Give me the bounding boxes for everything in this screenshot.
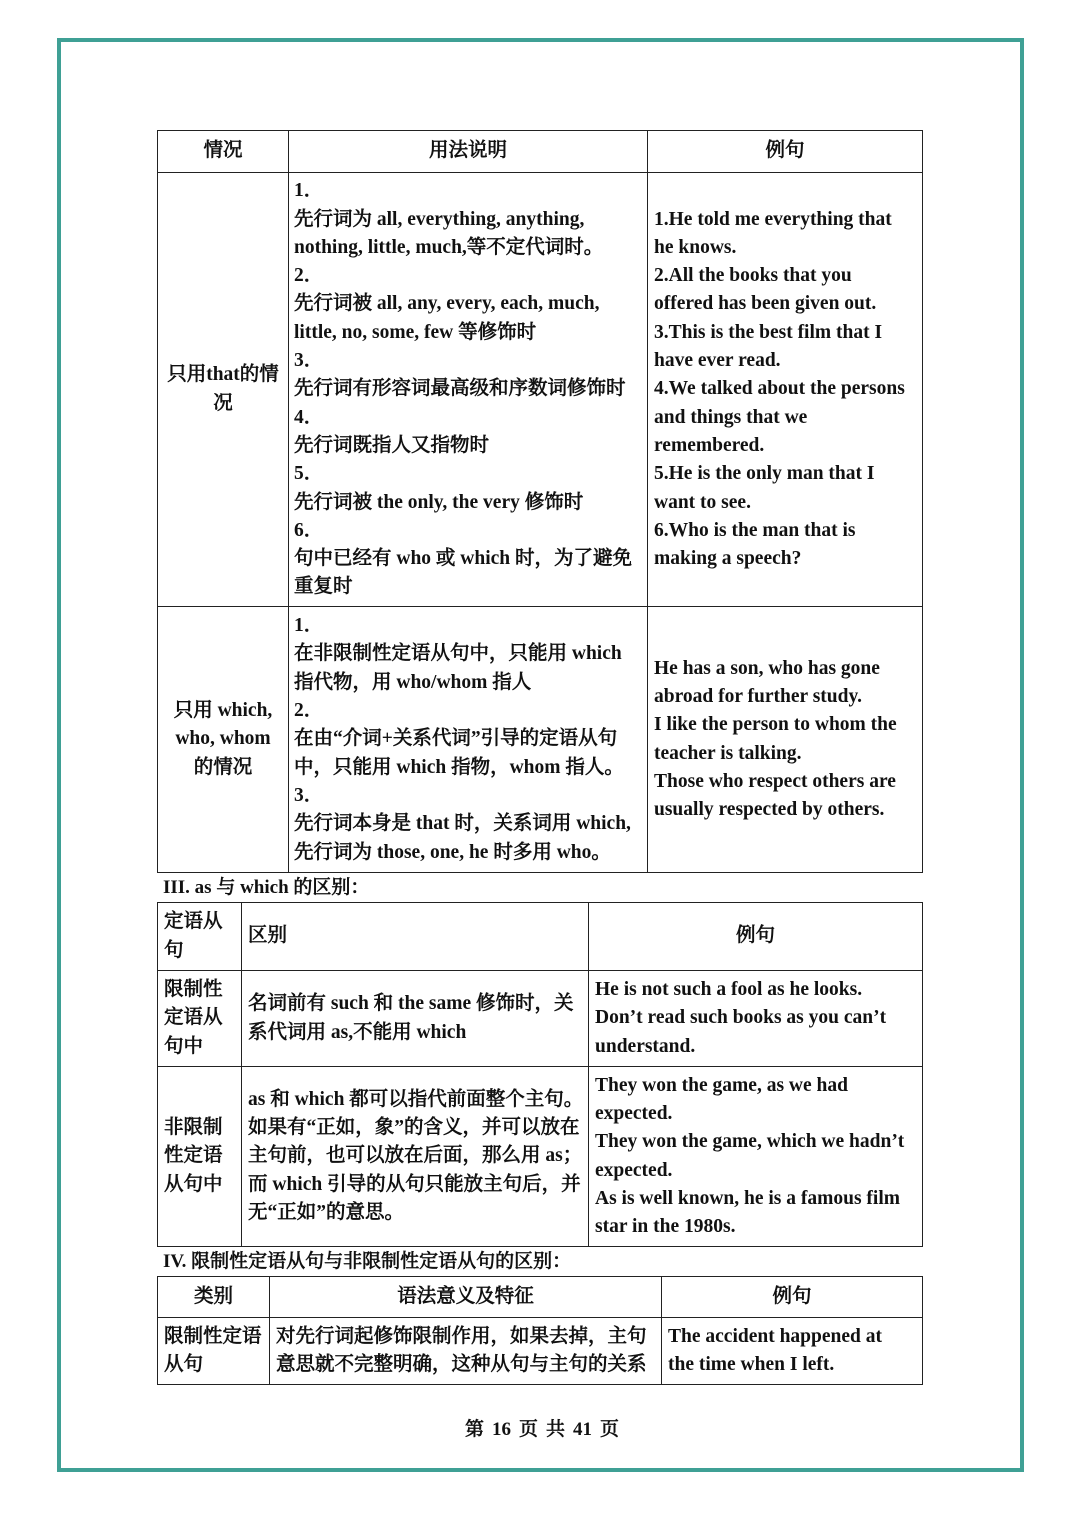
- usage-cell: [289, 607, 648, 873]
- meaning-line: 意思就不完整明确，这种从句与主句的关系: [276, 1354, 647, 1375]
- usage-line: 先行词为 those, one, he 时多用 who。: [294, 841, 611, 863]
- usage-line: 重复时: [294, 576, 353, 598]
- example-line: He has a son, who has gone: [654, 657, 880, 679]
- usage-line: 先行词被 the only, the very 修饰时: [294, 491, 584, 513]
- difference-line: 主句前，也可以放在后面，那么用 as；: [248, 1145, 583, 1167]
- example-line: 5.He is the only man that I: [654, 463, 875, 485]
- example-line: usually respected by others.: [654, 799, 885, 821]
- header-clause-line: 句: [164, 939, 184, 961]
- example-line: the time when I left.: [668, 1354, 835, 1375]
- header-meaning: 语法意义及特征: [270, 1277, 662, 1318]
- difference-line: 如果有“正如，象”的含义，并可以放在: [248, 1117, 580, 1139]
- usage-cell: [289, 173, 648, 607]
- table-row: [158, 1067, 923, 1247]
- clause-comparison-table: [157, 1276, 923, 1385]
- difference-cell: [242, 971, 589, 1067]
- usage-line: 1．: [294, 180, 324, 202]
- header-clause: [158, 903, 242, 971]
- section-heading-iii: III. as 与 which 的区别：: [163, 877, 370, 898]
- header-difference: 区别: [242, 903, 589, 971]
- usage-line: 在非限制性定语从句中，只能用 which: [294, 643, 622, 665]
- footer-di: 第: [465, 1419, 485, 1440]
- situation-line: 况: [213, 392, 233, 414]
- footer-gong: 共: [546, 1419, 566, 1440]
- header-examples: 例句: [648, 131, 923, 173]
- usage-line: 2．: [294, 265, 324, 287]
- example-line: abroad for further study.: [654, 685, 863, 707]
- difference-cell: [242, 1067, 589, 1247]
- table-header-row: [158, 1277, 923, 1318]
- example-line: have ever read.: [654, 350, 781, 372]
- header-examples: 例句: [589, 903, 923, 971]
- example-line: 1.He told me everything that: [654, 208, 892, 230]
- header-usage: 用法说明: [289, 131, 648, 173]
- example-line: I like the person to whom the: [654, 714, 897, 736]
- usage-line: 中，只能用 which 指物，whom 指人。: [294, 756, 624, 778]
- clause-line: 从句中: [164, 1173, 223, 1195]
- example-line: expected.: [595, 1102, 673, 1124]
- table-row: [158, 607, 923, 873]
- usage-line: 句中已经有 who 或 which 时，为了避免: [294, 548, 633, 570]
- examples-cell: [648, 173, 923, 607]
- example-line: They won the game, as we had: [595, 1074, 848, 1096]
- difference-line: 而 which 引导的从句只能放主句后，并: [248, 1173, 581, 1195]
- difference-line: as 和 which 都可以指代前面整个主句。: [248, 1088, 584, 1110]
- clause-line: 非限制: [164, 1117, 223, 1139]
- meaning-line: 对先行词起修饰限制作用，如果去掉，主句: [276, 1325, 647, 1347]
- example-line: The accident happened at: [668, 1325, 882, 1347]
- usage-line: 2．: [294, 700, 324, 722]
- usage-line: 4．: [294, 406, 324, 428]
- situation-line: 的情况: [193, 756, 253, 778]
- difference-line: 无“正如”的意思。: [248, 1201, 405, 1223]
- clause-line: 句中: [164, 1035, 204, 1057]
- usage-line: 指代物，用 who/whom 指人: [294, 671, 532, 693]
- examples-cell: [589, 1067, 923, 1247]
- page-footer: [465, 1416, 619, 1444]
- example-line: He is not such a fool as he looks.: [595, 979, 863, 1001]
- example-line: understand.: [595, 1035, 696, 1057]
- difference-line: 系代词用 as,不能用 which: [248, 1021, 467, 1043]
- relative-pronoun-usage-table: [157, 130, 923, 873]
- example-line: star in the 1980s.: [595, 1216, 736, 1238]
- example-line: 4.We talked about the persons: [654, 378, 905, 400]
- usage-line: 在由“介词+关系代词”引导的定语从句: [294, 728, 618, 750]
- usage-line: 3．: [294, 350, 324, 372]
- header-examples: 例句: [662, 1277, 923, 1318]
- footer-total-pages: 41: [573, 1419, 593, 1440]
- clause-line: 定语从: [164, 1007, 223, 1029]
- example-line: and things that we: [654, 406, 808, 428]
- example-line: teacher is talking.: [654, 742, 802, 764]
- example-line: expected.: [595, 1159, 673, 1181]
- example-line: offered has been given out.: [654, 293, 877, 315]
- footer-ye-end: 页: [600, 1419, 620, 1440]
- examples-cell: [589, 971, 923, 1067]
- footer-ye: 页: [519, 1419, 539, 1440]
- clause-line: 性定语: [164, 1145, 223, 1167]
- examples-cell: [662, 1318, 923, 1385]
- example-line: They won the game, which we hadn’t: [595, 1131, 905, 1153]
- header-category: 类别: [158, 1277, 270, 1318]
- clause-cell: [158, 971, 242, 1067]
- usage-line: 1．: [294, 615, 324, 637]
- clause-line: 限制性: [164, 979, 223, 1001]
- situation-cell: [158, 173, 289, 607]
- example-line: making a speech?: [654, 548, 802, 570]
- example-line: Don’t read such books as you can’t: [595, 1007, 887, 1029]
- table-header-row: [158, 131, 923, 173]
- examples-cell: [648, 607, 923, 873]
- section-heading-iv: IV. 限制性定语从句与非限制性定语从句的区别：: [163, 1251, 572, 1272]
- example-line: want to see.: [654, 491, 751, 513]
- usage-line: 先行词被 all, any, every, each, much,: [294, 293, 600, 315]
- table-header-row: [158, 903, 923, 971]
- example-line: remembered.: [654, 434, 765, 456]
- category-line: 从句: [164, 1354, 204, 1375]
- usage-line: 先行词本身是 that 时，关系词用 which,: [294, 813, 631, 835]
- usage-line: little, no, some, few 等修饰时: [294, 321, 537, 343]
- category-line: 限制性定语: [164, 1325, 262, 1347]
- usage-line: nothing, little, much,等不定代词时。: [294, 236, 604, 258]
- example-line: Those who respect others are: [654, 770, 896, 792]
- footer-page-number: 16: [492, 1419, 512, 1440]
- table-row: [158, 1318, 923, 1385]
- situation-line: 只用 which,: [173, 700, 273, 722]
- situation-cell: [158, 607, 289, 873]
- example-line: 2.All the books that you: [654, 265, 852, 287]
- as-which-table: [157, 902, 923, 1247]
- usage-line: 先行词既指人又指物时: [294, 434, 490, 456]
- usage-line: 先行词为 all, everything, anything,: [294, 208, 585, 230]
- usage-line: 5．: [294, 463, 324, 485]
- usage-line: 3．: [294, 784, 324, 806]
- situation-line: 只用that的情: [167, 364, 279, 386]
- example-line: he knows.: [654, 236, 737, 258]
- header-situation: 情况: [158, 131, 289, 173]
- difference-line: 名词前有 such 和 the same 修饰时，关: [248, 993, 574, 1015]
- category-cell: [158, 1318, 270, 1385]
- header-clause-line: 定语从: [164, 911, 223, 933]
- clause-cell: [158, 1067, 242, 1247]
- meaning-cell: [270, 1318, 662, 1385]
- example-line: 3.This is the best film that I: [654, 321, 883, 343]
- usage-line: 先行词有形容词最高级和序数词修饰时: [294, 378, 626, 400]
- example-line: 6.Who is the man that is: [654, 519, 856, 541]
- table-row: [158, 971, 923, 1067]
- example-line: As is well known, he is a famous film: [595, 1187, 900, 1209]
- situation-line: who, whom: [175, 728, 271, 750]
- table-row: [158, 173, 923, 607]
- usage-line: 6．: [294, 519, 324, 541]
